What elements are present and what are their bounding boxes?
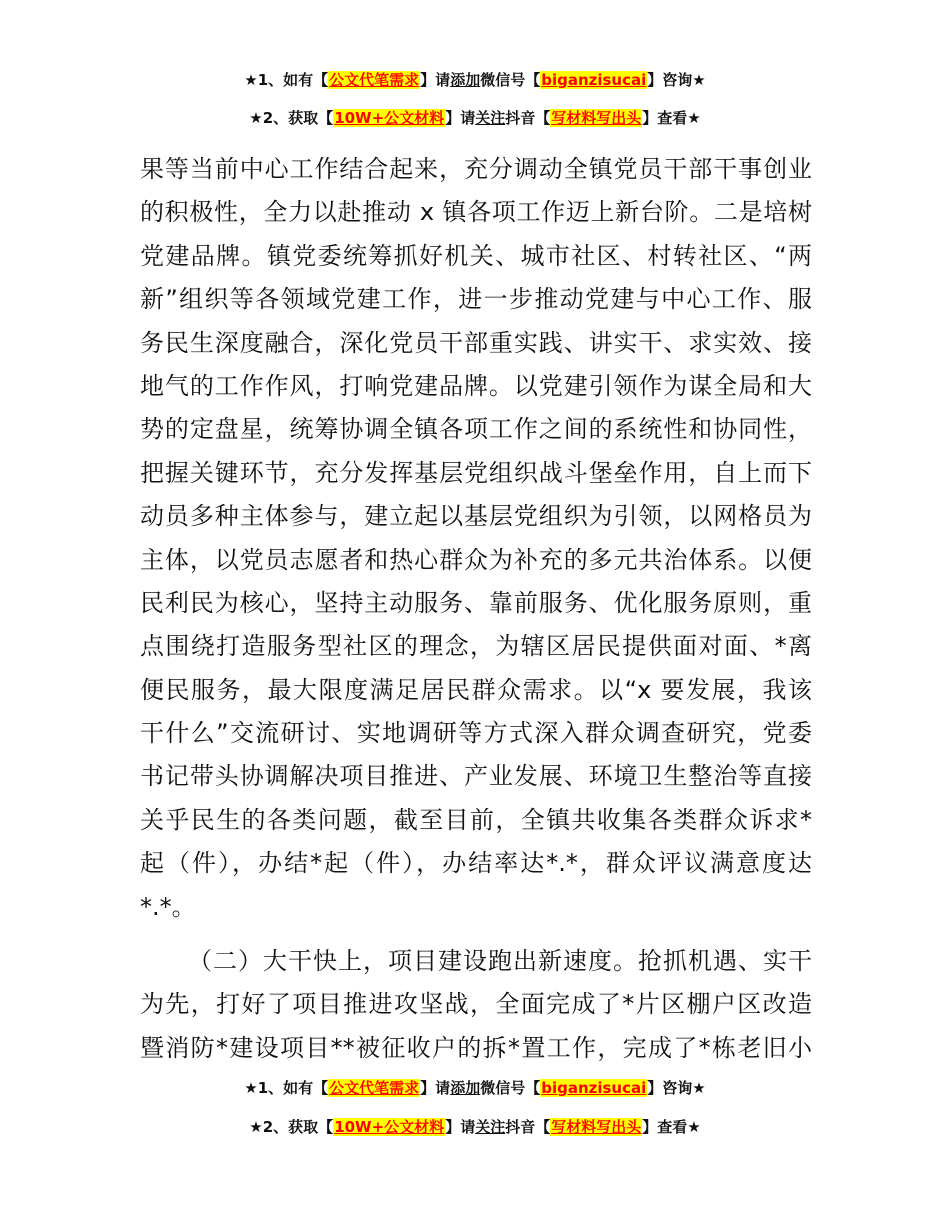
footer-banner-line-2 — [0, 1117, 950, 1137]
banner-text: 】请 — [445, 1118, 476, 1136]
banner-text: 】请 — [420, 1079, 451, 1097]
highlight-wechat-id: biganzisucai — [541, 1079, 647, 1097]
banner-text: 微信号【 — [480, 1079, 541, 1097]
text-line: 民利民为核心，坚持主动服务、靠前服务、优化服务原则，重 — [140, 588, 812, 617]
text-line: 党建品牌。镇党委统筹抓好机关、城市社区、村转社区、“两 — [140, 241, 812, 270]
banner-text: 】请 — [445, 109, 476, 127]
highlight-materials: 10W+公文材料 — [334, 1118, 445, 1136]
text-line: 主体，以党员志愿者和热心群众为补充的多元共治体系。以便 — [140, 545, 812, 574]
footer-banner-line-1 — [0, 1078, 950, 1098]
highlight-ghostwriting: 公文代笔需求 — [329, 1079, 420, 1097]
banner-text: ★2、获取【 — [249, 109, 334, 127]
banner-text: 微信号【 — [480, 71, 541, 89]
body-paragraph-2 — [140, 940, 812, 1070]
text-line: 点围绕打造服务型社区的理念，为辖区居民提供面对面、*离 — [140, 632, 812, 661]
banner-text: 抖音【 — [505, 1118, 551, 1136]
highlight-douyin-account: 写材料写出头 — [551, 1118, 642, 1136]
highlight-ghostwriting: 公文代笔需求 — [329, 71, 420, 89]
highlight-wechat-id: biganzisucai — [541, 71, 647, 89]
text-line: 新”组织等各领域党建工作，进一步推动党建与中心工作、服 — [140, 285, 812, 314]
body-paragraph-1 — [140, 148, 812, 929]
banner-text: 】查看★ — [642, 1118, 701, 1136]
text-line: 干什么”交流研讨、实地调研等方式深入群众调查研究，党委 — [140, 719, 812, 748]
banner-underlined-text: 添加 — [450, 71, 481, 89]
text-line: 暨消防*建设项目**被征收户的拆*置工作，完成了*栋老旧小 — [140, 1033, 812, 1062]
text-line: 势的定盘星，统筹协调全镇各项工作之间的系统性和协同性， — [140, 415, 812, 444]
section-heading-line: （二）大干快上，项目建设跑出新速度。抢抓机遇、实干 — [188, 947, 812, 975]
text-line: 动员多种主体参与，建立起以基层党组织为引领，以网格员为 — [140, 502, 812, 531]
text-line: 果等当前中心工作结合起来，充分调动全镇党员干部干事创业 — [140, 155, 812, 183]
banner-text: 】咨询★ — [647, 1079, 706, 1097]
text-line: 把握关键环节，充分发挥基层党组织战斗堡垒作用，自上而下 — [140, 458, 812, 487]
header-banner-line-1 — [0, 70, 950, 90]
text-line: 地气的工作作风，打响党建品牌。以党建引领作为谋全局和大 — [140, 371, 812, 400]
text-line: 的积极性，全力以赴推动 x 镇各项工作迈上新台阶。二是培树 — [140, 198, 812, 227]
banner-text: ★1、如有【 — [244, 1079, 329, 1097]
banner-text: 】请 — [420, 71, 451, 89]
banner-text: 】咨询★ — [647, 71, 706, 89]
banner-text: 抖音【 — [505, 109, 551, 127]
text-line: 便民服务，最大限度满足居民群众需求。以“x 要发展，我该 — [140, 675, 812, 704]
banner-underlined-text: 关注 — [475, 109, 506, 127]
banner-text: ★1、如有【 — [244, 71, 329, 89]
text-line: 书记带头协调解决项目推进、产业发展、环境卫生整治等直接 — [140, 762, 812, 791]
text-line: 务民生深度融合，深化党员干部重实践、讲实干、求实效、接 — [140, 328, 812, 357]
banner-text: 】查看★ — [642, 109, 701, 127]
text-line: 关乎民生的各类问题，截至目前，全镇共收集各类群众诉求* — [140, 805, 812, 834]
highlight-materials: 10W+公文材料 — [334, 109, 445, 127]
text-line: 为先，打好了项目推进攻坚战，全面完成了*片区棚户区改造 — [140, 990, 812, 1019]
banner-underlined-text: 关注 — [475, 1118, 506, 1136]
text-line: *.*。 — [140, 892, 196, 921]
banner-underlined-text: 添加 — [450, 1079, 481, 1097]
highlight-douyin-account: 写材料写出头 — [551, 109, 642, 127]
banner-text: ★2、获取【 — [249, 1118, 334, 1136]
header-banner-line-2 — [0, 108, 950, 128]
text-line: 起（件），办结*起（件），办结率达*.*，群众评议满意度达 — [140, 849, 812, 878]
